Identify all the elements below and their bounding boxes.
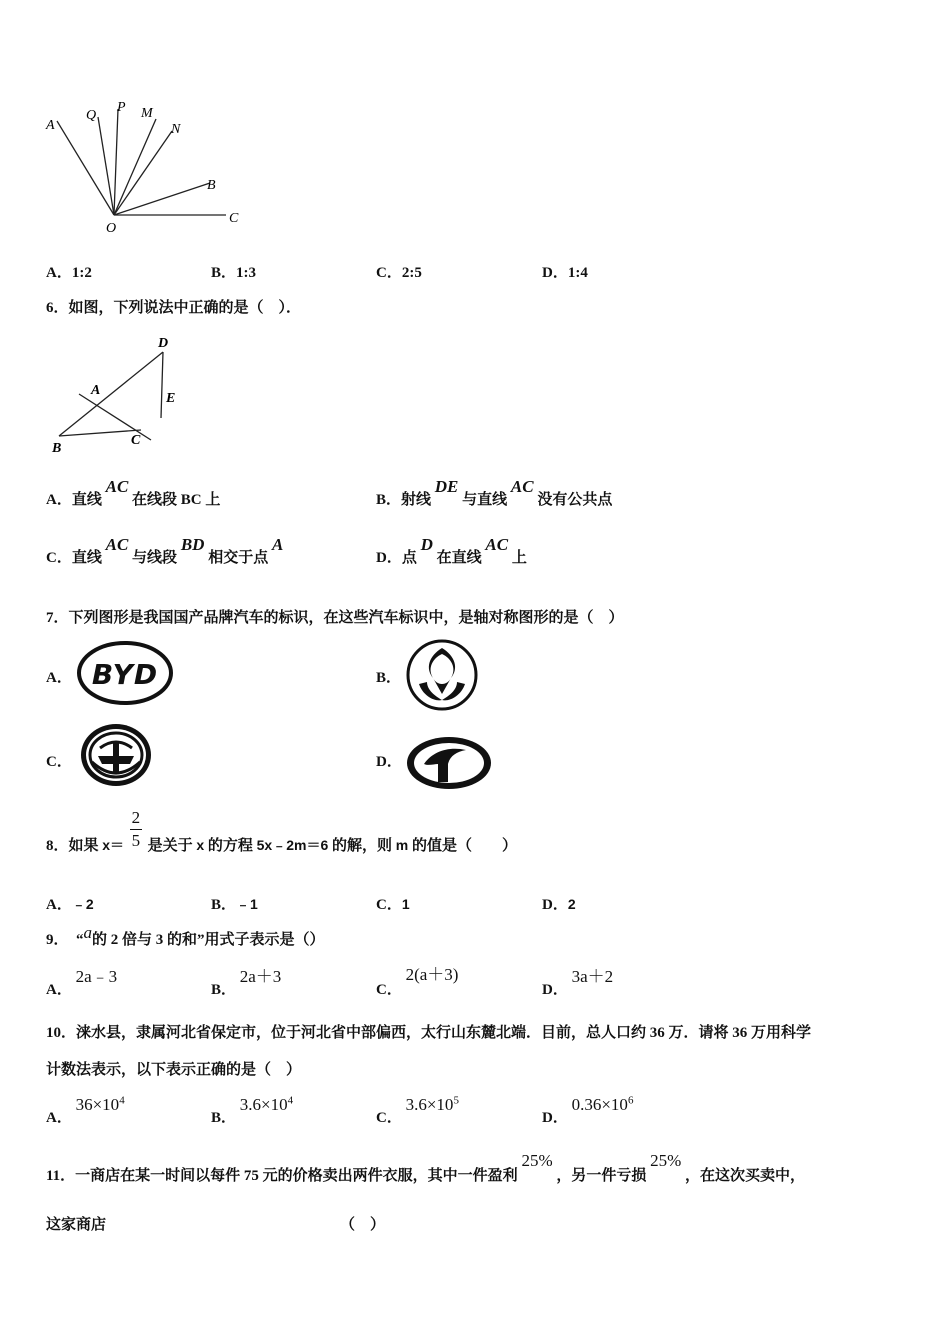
question-text: 是关于 bbox=[147, 838, 193, 854]
option-text: 直线 bbox=[71, 492, 102, 508]
ray-OP bbox=[114, 109, 118, 215]
q7-question: 7．下列图形是我国国产品牌汽车的标识，在这些汽车标识中，是轴对称图形的是（ ） bbox=[46, 610, 624, 626]
q7-option-a-letter: A． bbox=[46, 670, 72, 686]
option-letter: C． bbox=[376, 1110, 402, 1126]
math-AC: AC bbox=[485, 535, 509, 554]
option-letter: D． bbox=[542, 982, 568, 998]
q5-option-b[interactable] bbox=[211, 261, 256, 282]
label-A: A bbox=[46, 118, 55, 133]
question-text: 11．一商店在某一时间以每件 75 元的价格卖出两件衣服，其中一件盈利 bbox=[46, 1168, 518, 1184]
sci-exponent: 4 bbox=[119, 1094, 125, 1107]
q11-answer-paren[interactable]: （ ） bbox=[340, 1217, 386, 1233]
q10-option-b[interactable] bbox=[211, 1094, 293, 1126]
option-expression bbox=[572, 1095, 634, 1114]
sci-exponent: 5 bbox=[453, 1094, 459, 1107]
option-letter: B． bbox=[211, 897, 237, 913]
math-a: a bbox=[83, 923, 93, 942]
percent-profit: 25% bbox=[521, 1151, 553, 1170]
q6-question: 6．如图，下列说法中正确的是（ ）． bbox=[46, 300, 302, 316]
option-letter: D． bbox=[376, 550, 402, 566]
question-text: 9． “ bbox=[46, 932, 84, 948]
label-M: M bbox=[141, 106, 153, 121]
ray-OA bbox=[57, 121, 114, 215]
option-text: 射线 bbox=[401, 492, 432, 508]
label-O: O bbox=[106, 221, 117, 236]
label-B: B bbox=[207, 178, 216, 193]
math-BD: BD bbox=[180, 535, 205, 554]
option-expression bbox=[406, 1095, 459, 1114]
option-text: 2:5 bbox=[401, 265, 422, 281]
option-letter: B． bbox=[211, 265, 237, 281]
q6-option-b[interactable] bbox=[376, 477, 613, 509]
sci-base: 36×10 bbox=[75, 1095, 120, 1114]
option-text: 相交于点 bbox=[208, 550, 269, 566]
option-letter: C． bbox=[46, 550, 72, 566]
option-letter: C． bbox=[376, 265, 402, 281]
byd-logo-text: BYD bbox=[91, 658, 159, 691]
option-letter: A． bbox=[46, 897, 72, 913]
question-text: ，另一件亏损 bbox=[556, 1168, 647, 1184]
option-text: 1:4 bbox=[567, 265, 588, 281]
label-C: C bbox=[131, 433, 141, 448]
q8-option-d[interactable] bbox=[542, 893, 576, 914]
q9-question bbox=[46, 923, 325, 949]
math-m: m bbox=[395, 837, 409, 853]
q9-option-d[interactable] bbox=[542, 962, 614, 998]
option-letter: A． bbox=[46, 265, 72, 281]
q9-option-c[interactable] bbox=[376, 960, 459, 998]
option-expression bbox=[76, 1095, 125, 1114]
option-text: 直线 bbox=[71, 550, 102, 566]
option-expression: 3a＋2 bbox=[571, 967, 614, 986]
option-letter: C． bbox=[376, 982, 402, 998]
q11-question-line1 bbox=[46, 1150, 805, 1182]
percent-loss: 25% bbox=[650, 1151, 682, 1170]
option-letter: D． bbox=[542, 1110, 568, 1126]
sci-base: 3.6×10 bbox=[239, 1095, 288, 1114]
question-text: 的值是（ ） bbox=[411, 838, 517, 854]
option-letter: B． bbox=[211, 1110, 237, 1126]
q5-option-a[interactable] bbox=[46, 261, 92, 282]
q8-option-a[interactable] bbox=[46, 893, 94, 914]
option-expression: 2a﹣3 bbox=[75, 967, 118, 986]
sci-exponent: 6 bbox=[627, 1094, 634, 1107]
fraction-bar bbox=[130, 829, 142, 830]
q6-option-a[interactable] bbox=[46, 477, 221, 509]
math-AC: AC bbox=[105, 477, 129, 496]
angle-rays-figure bbox=[40, 95, 250, 240]
option-letter: C． bbox=[376, 897, 402, 913]
label-C: C bbox=[229, 211, 239, 226]
option-text: 与直线 bbox=[462, 492, 508, 508]
math-x-eq: x＝ bbox=[102, 837, 125, 853]
math-A: A bbox=[271, 535, 284, 554]
option-text: 点 bbox=[401, 550, 417, 566]
math-AC: AC bbox=[510, 477, 534, 496]
q6-option-d[interactable] bbox=[376, 535, 527, 567]
math-DE: DE bbox=[434, 477, 459, 496]
q7-option-d-letter: D． bbox=[376, 754, 402, 770]
math-D: D bbox=[420, 535, 433, 554]
q6-option-c[interactable] bbox=[46, 535, 284, 567]
q8-question bbox=[46, 808, 517, 856]
brilliance-logo-option-c[interactable] bbox=[78, 722, 154, 788]
q10-question-line1: 10．涞水县，隶属河北省保定市，位于河北省中部偏西，太行山东麓北端．目前，总人口约 36 万．请将 36 万用科学 bbox=[46, 1025, 812, 1041]
math-AC: AC bbox=[105, 535, 129, 554]
option-text: 上 bbox=[511, 550, 527, 566]
q8-option-c[interactable] bbox=[376, 893, 410, 914]
question-text: 的方程 bbox=[207, 838, 253, 854]
ray-ON bbox=[114, 131, 172, 215]
q10-option-d[interactable] bbox=[542, 1094, 633, 1126]
label-N: N bbox=[171, 122, 181, 137]
q7-option-c-letter: C． bbox=[46, 754, 72, 770]
label-A: A bbox=[91, 383, 101, 398]
q11-question-line2: 这家商店 bbox=[46, 1217, 107, 1233]
q9-option-a[interactable] bbox=[46, 962, 118, 998]
question-text: 8．如果 bbox=[46, 838, 99, 854]
label-P: P bbox=[117, 100, 126, 115]
question-text: 的 2 倍与 3 的和”用式子表示是（） bbox=[92, 932, 325, 948]
sci-base: 0.36×10 bbox=[571, 1095, 628, 1114]
question-text: 的解，则 bbox=[331, 838, 392, 854]
option-expression: 2a＋3 bbox=[239, 967, 282, 986]
byd-logo-option-a[interactable] bbox=[76, 640, 174, 706]
option-text: 1:2 bbox=[71, 265, 92, 281]
q7-option-b-letter: B． bbox=[376, 670, 402, 686]
ray-OM bbox=[114, 119, 156, 215]
option-text: ﹣1 bbox=[236, 896, 258, 912]
label-D: D bbox=[158, 336, 169, 351]
option-text: 在线段 BC 上 bbox=[132, 492, 221, 508]
ray-OB bbox=[114, 183, 210, 215]
option-letter: D． bbox=[542, 265, 568, 281]
option-text: 没有公共点 bbox=[537, 492, 613, 508]
q5-option-c[interactable] bbox=[376, 261, 422, 282]
option-text: 1 bbox=[401, 896, 410, 912]
q10-option-a[interactable] bbox=[46, 1094, 125, 1126]
q8-option-b[interactable] bbox=[211, 893, 258, 914]
sci-exponent: 4 bbox=[287, 1094, 294, 1107]
math-x: x bbox=[196, 837, 205, 853]
q5-option-d[interactable] bbox=[542, 261, 588, 282]
fraction-2-5 bbox=[130, 808, 142, 851]
triangle-figure bbox=[45, 332, 195, 460]
segment-BD bbox=[59, 352, 163, 436]
label-E: E bbox=[166, 391, 176, 406]
q9-option-b[interactable] bbox=[211, 962, 282, 998]
sci-base: 3.6×10 bbox=[405, 1095, 454, 1114]
fraction-denominator: 5 bbox=[131, 831, 141, 850]
ray-OQ bbox=[98, 117, 114, 215]
segment-DE bbox=[161, 352, 163, 418]
fraction-numerator: 2 bbox=[131, 808, 141, 827]
option-text: ﹣2 bbox=[71, 896, 94, 912]
option-letter: A． bbox=[46, 1110, 72, 1126]
option-text: 1:3 bbox=[236, 265, 257, 281]
option-letter: D． bbox=[542, 897, 568, 913]
option-letter: A． bbox=[46, 492, 72, 508]
segment-BC bbox=[59, 430, 141, 436]
option-text: 在直线 bbox=[436, 550, 482, 566]
option-letter: B． bbox=[376, 492, 402, 508]
option-expression bbox=[240, 1095, 293, 1114]
q10-question-line2: 计数法表示，以下表示正确的是（ ） bbox=[46, 1062, 302, 1078]
q10-option-c[interactable] bbox=[376, 1094, 459, 1126]
option-letter: B． bbox=[211, 982, 237, 998]
option-expression: 2(a＋3) bbox=[405, 965, 459, 984]
label-Q: Q bbox=[86, 108, 97, 123]
question-text: ，在这次买卖中， bbox=[685, 1168, 806, 1184]
hafei-logo-option-d[interactable] bbox=[404, 734, 494, 792]
label-B: B bbox=[52, 441, 62, 456]
option-text: 与线段 bbox=[132, 550, 178, 566]
option-text: 2 bbox=[567, 896, 576, 912]
equation: 5x﹣2m＝6 bbox=[256, 837, 329, 853]
option-letter: A． bbox=[46, 982, 72, 998]
dongfeng-logo-option-b[interactable] bbox=[405, 638, 479, 712]
